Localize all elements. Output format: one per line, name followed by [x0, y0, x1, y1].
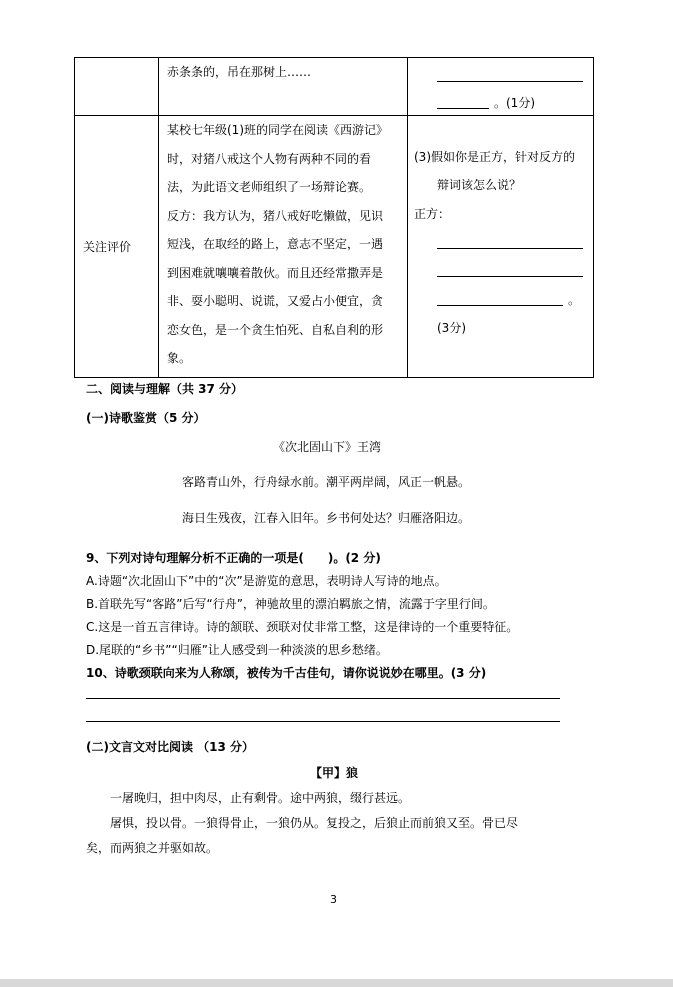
answer-prefix: 正方： [414, 207, 451, 221]
question-10-stem: 10、诗歌颈联向来为人称颂，被传为千古佳句，请你说说妙在哪里。(3 分) [86, 666, 487, 680]
table-row [75, 116, 594, 378]
row2-content-line: 时，对猪八戒这个人物有两种不同的看 [167, 151, 372, 166]
row2-content-line: 某校七年级(1)班的同学在阅读《西游记》 [167, 123, 388, 137]
table-cell-answer [408, 58, 594, 116]
reading-activity-table [74, 57, 594, 378]
passage-paragraph: 一屠晚归，担中肉尽，止有剩骨。途中两狼，缀行甚远。 [110, 791, 411, 805]
row2-content-line: 反方：我方认为，猪八戒好吃懒做，见识 [167, 208, 384, 223]
poem-line: 客路青山外，行舟绿水前。潮平两岸阔，风正一帆悬。 [182, 475, 471, 489]
question-9-option-c: C.这是一首五言律诗。诗的颔联、颈联对仗非常工整，这是律诗的一个重要特征。 [86, 620, 519, 634]
row1-content-text: 赤条条的，吊在那树上…… [167, 65, 312, 79]
classical-section-title: (二)文言文对比阅读 （13 分） [86, 740, 255, 754]
row2-content-line: 象。 [167, 351, 192, 365]
answer-blank-line[interactable] [437, 67, 583, 82]
answer-blank-line[interactable] [437, 291, 563, 306]
table-cell-label: 关注评价 [75, 116, 159, 378]
table-row [75, 58, 594, 116]
poem-title: 《次北固山下》王湾 [273, 440, 382, 454]
poem-section-title: (一)诗歌鉴赏（5 分） [86, 411, 206, 425]
section-title: 二、阅读与理解（共 37 分） [86, 382, 244, 396]
question-3-points: (3分) [437, 321, 466, 335]
question-9-option-d: D.尾联的“乡书”“归雁”让人感受到一种淡淡的思乡愁绪。 [86, 643, 388, 657]
row2-content-line: 非、耍小聪明、说谎，又爱占小便宜，贪 [167, 294, 384, 308]
poem-line: 海日生残夜，江春入旧年。乡书何处达？归雁洛阳边。 [182, 511, 471, 525]
passage-jia-title: 【甲】狼 [310, 766, 359, 780]
answer-blank-line[interactable] [437, 94, 489, 109]
row1-answer-suffix: 。(1分) [494, 96, 535, 110]
viewer-bottom-bar [0, 979, 673, 987]
answer-blank-line[interactable] [86, 721, 560, 722]
question-9-stem: 9、下列对诗句理解分析不正确的一项是( )。(2 分) [86, 551, 381, 565]
question-3-line2: 辩词该怎么说？ [437, 178, 522, 192]
question-3-line1: (3)假如你是正方，针对反方的 [414, 150, 575, 164]
question-9-option-a: A.诗题“次北固山下”中的“次”是游览的意思，表明诗人写诗的地点。 [86, 574, 447, 588]
answer-blank-line[interactable] [437, 262, 583, 277]
row2-content-line: 法，为此语文老师组织了一场辩论赛。 [167, 180, 372, 194]
answer-blank-line[interactable] [86, 698, 560, 699]
passage-paragraph: 屠惧，投以骨。一狼得骨止，一狼仍从。复投之，后狼止而前狼又至。骨已尽 [110, 816, 519, 830]
row2-content-line: 短浅，在取经的路上，意志不坚定，一遇 [167, 237, 384, 251]
question-9-option-b: B.首联先写“客路”后写“行舟”，神驰故里的漂泊羁旅之情，流露于字里行间。 [86, 597, 495, 611]
page-number: 3 [330, 893, 337, 906]
passage-paragraph: 矣，而两狼之并驱如故。 [86, 841, 219, 855]
table-cell-content [159, 58, 408, 116]
row2-content-line: 恋女色，是一个贪生怕死、自私自利的形 [167, 322, 384, 337]
answer-end-mark: 。 [568, 293, 581, 307]
table-cell-label [75, 58, 159, 116]
row2-content-line: 到困难就嚷嚷着散伙。而且还经常撒弄是 [167, 265, 384, 280]
answer-blank-line[interactable] [437, 234, 583, 249]
table-cell-content [159, 116, 408, 378]
table-cell-question [408, 116, 594, 378]
